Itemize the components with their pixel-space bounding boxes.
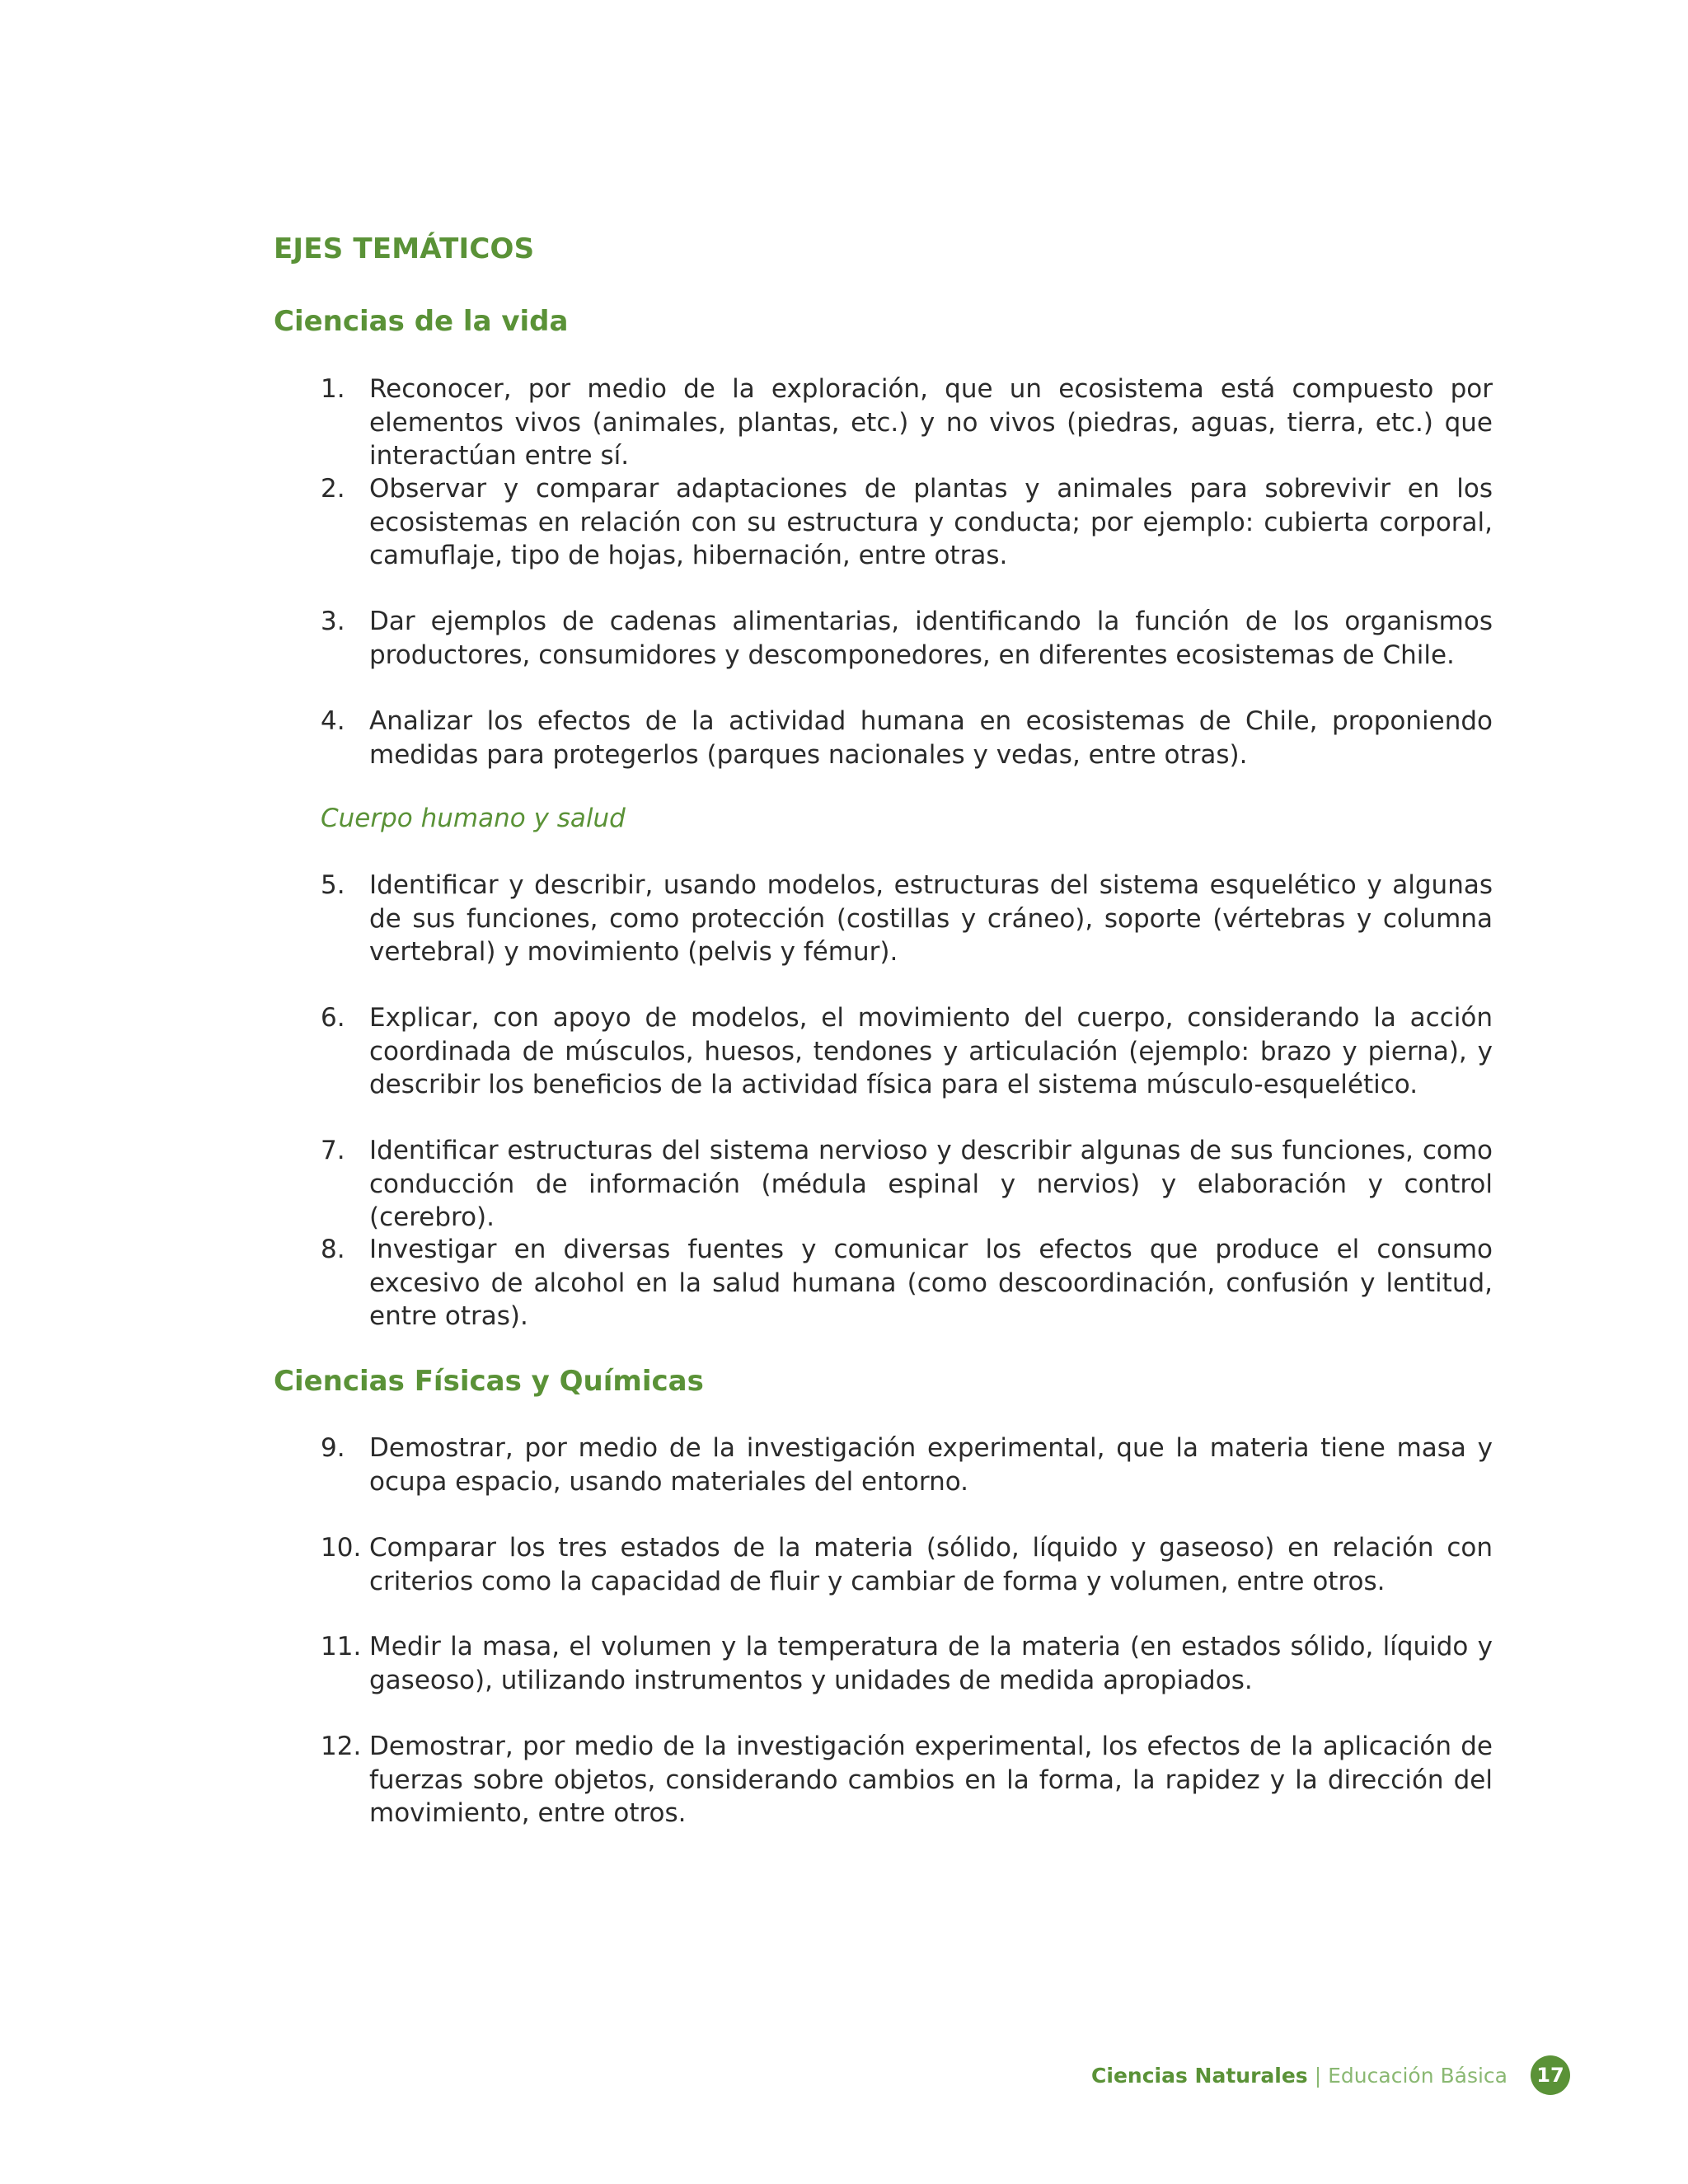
- footer-level: Educación Básica: [1328, 2063, 1507, 2088]
- item-text: Dar ejemplos de cadenas alimentarias, identificando la función de los organismos productores, consumidores y descomponedores, en diferentes ecosistemas de Chile.: [369, 607, 1493, 670]
- list-item: [321, 705, 1493, 771]
- list-item: [321, 1531, 1493, 1598]
- item-text: Demostrar, por medio de la investigación experimental, que la materia tiene masa y ocupa espacio, usando materiales del entorno.: [369, 1433, 1493, 1497]
- item-text: Comparar los tres estados de la materia (sólido, líquido y gaseoso) en relación con criterios como la capacidad de fluir y cambiar de forma y volumen, entre otros.: [369, 1533, 1493, 1596]
- item-number: 6.: [321, 1003, 345, 1033]
- item-number: 10.: [321, 1533, 362, 1563]
- item-text: Identificar estructuras del sistema nervioso y describir algunas de sus funciones, como conducción de información (médula espinal y nervios) y elaboración y control (cerebro).: [369, 1136, 1493, 1232]
- list-item: [321, 1134, 1493, 1235]
- item-number: 7.: [321, 1136, 345, 1165]
- page-footer: [1091, 2055, 1570, 2095]
- item-number: 1.: [321, 374, 345, 404]
- list-item: [321, 869, 1493, 969]
- list-item: [321, 1432, 1493, 1498]
- item-number: 11.: [321, 1632, 362, 1661]
- item-text: Explicar, con apoyo de modelos, el movimiento del cuerpo, considerando la acción coordinada de músculos, huesos, tendones y articulación (ejemplo: brazo y pierna), y describir los beneficios de la actividad física para el sistema músculo-esquelético.: [369, 1003, 1493, 1099]
- item-text: Investigar en diversas fuentes y comunicar los efectos que produce el consumo excesivo de alcohol en la salud humana (como descoordinación, confusión y lentitud, entre otras).: [369, 1235, 1493, 1331]
- section-title-ciencias-de-la-vida: Ciencias de la vida: [274, 305, 569, 338]
- item-number: 8.: [321, 1235, 345, 1264]
- list-item: [321, 1001, 1493, 1102]
- page-number-badge: 17: [1531, 2055, 1570, 2095]
- subsection-title-cuerpo-humano: Cuerpo humano y salud: [321, 804, 626, 833]
- list-item: [321, 1233, 1493, 1333]
- list-item: [321, 605, 1493, 672]
- list-item: [321, 373, 1493, 473]
- item-text: Observar y comparar adaptaciones de plantas y animales para sobrevivir en los ecosistemas en relación con su estructura y conducta; por ejemplo: cubierta corporal, camuflaje, tipo de hojas, hibernación, entre otras.: [369, 474, 1493, 570]
- item-text: Reconocer, por medio de la exploración, que un ecosistema está compuesto por elementos vivos (animales, plantas, etc.) y no vivos (piedras, aguas, tierra, etc.) que interactúan entre sí.: [369, 374, 1493, 471]
- item-number: 5.: [321, 870, 345, 900]
- list-item: [321, 1630, 1493, 1697]
- list-item: [321, 1730, 1493, 1830]
- footer-separator: |: [1314, 2063, 1322, 2088]
- item-text: Medir la masa, el volumen y la temperatura de la materia (en estados sólido, líquido y gaseoso), utilizando instrumentos y unidades de medida apropiados.: [369, 1632, 1493, 1695]
- item-text: Demostrar, por medio de la investigación experimental, los efectos de la aplicación de fuerzas sobre objetos, considerando cambios en la forma, la rapidez y la dirección del movimiento, entre otros.: [369, 1732, 1493, 1828]
- item-number: 2.: [321, 474, 345, 504]
- footer-subject: Ciencias Naturales: [1091, 2063, 1308, 2088]
- list-item: [321, 472, 1493, 573]
- item-number: 9.: [321, 1433, 345, 1463]
- item-number: 12.: [321, 1732, 362, 1761]
- section-title-ciencias-fisicas-quimicas: Ciencias Físicas y Químicas: [274, 1365, 704, 1398]
- item-text: Analizar los efectos de la actividad humana en ecosistemas de Chile, proponiendo medidas para protegerlos (parques nacionales y vedas, entre otras).: [369, 706, 1493, 770]
- page-title: EJES TEMÁTICOS: [274, 232, 535, 265]
- item-number: 4.: [321, 706, 345, 736]
- item-text: Identificar y describir, usando modelos, estructuras del sistema esquelético y algunas de sus funciones, como protección (costillas y cráneo), soporte (vértebras y columna vertebral) y movimiento (pelvis y fémur).: [369, 870, 1493, 967]
- item-number: 3.: [321, 607, 345, 636]
